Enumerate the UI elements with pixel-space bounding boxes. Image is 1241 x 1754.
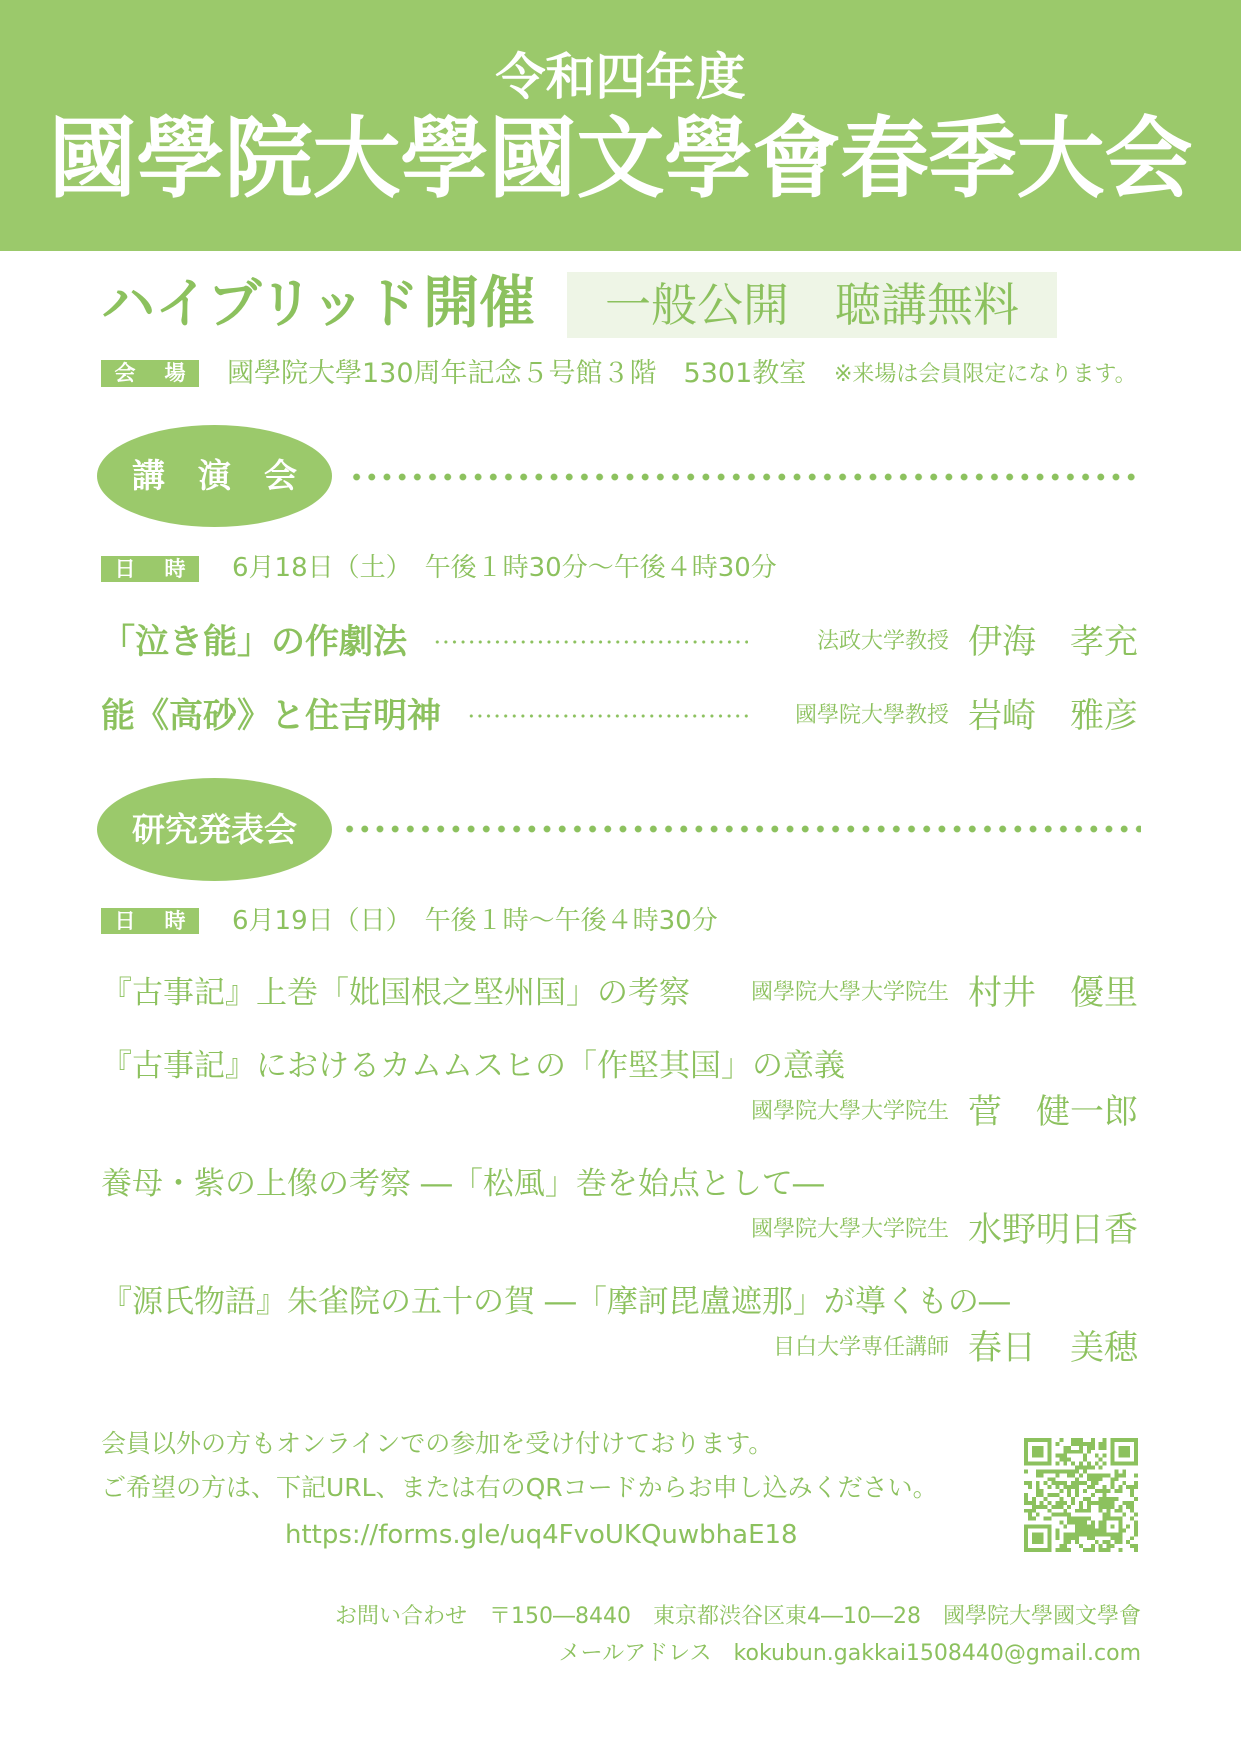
speaker-affiliation: 法政大学教授 <box>816 629 949 654</box>
contact-address-line <box>335 1602 1141 1632</box>
presentation-section-heading: 研究発表会 <box>97 778 332 881</box>
speaker-name: 伊海 孝充 <box>968 622 1138 662</box>
organization-name: 國學院大學國文學會 <box>942 1604 1141 1629</box>
lecture-date-tag: 日 時 <box>101 556 199 582</box>
qr-code-icon <box>1024 1438 1138 1552</box>
admission-badge: 一般公開 聴講無料 <box>567 272 1057 338</box>
speaker-name: 岩崎 雅彦 <box>968 696 1138 736</box>
lecture-section-divider <box>349 472 1141 482</box>
online-notice: 会員以外の方もオンラインでの参加を受け付けております。 <box>101 1429 774 1458</box>
presenter-name: 菅 健一郎 <box>968 1092 1138 1132</box>
presenter-name: 春日 美穂 <box>968 1328 1138 1368</box>
presenter-affiliation: 目白大学専任講師 <box>772 1335 949 1360</box>
leader-dots <box>467 713 748 719</box>
contact-email-line <box>559 1639 1141 1669</box>
lecture-byline <box>817 622 1138 662</box>
fiscal-year: 令和四年度 <box>495 48 746 106</box>
presenter-affiliation: 國學院大學大学院生 <box>750 1217 949 1242</box>
lecture-section-heading: 講 演 会 <box>97 425 332 527</box>
hybrid-label: ハイブリッド <box>101 272 420 335</box>
street-address: 東京都渋谷区東4―10―28 <box>652 1604 921 1629</box>
speaker-affiliation: 國學院大學教授 <box>794 703 949 728</box>
presentation-title: 養母・紫の上像の考察 ―「松風」巻を始点として― <box>101 1166 824 1202</box>
leader-dots <box>433 639 748 645</box>
venue-place: 國學院大學130周年記念５号館３階 5301教室 <box>227 358 807 389</box>
contact-label: お問い合わせ <box>334 1604 467 1629</box>
email-label: メールアドレス <box>558 1641 712 1666</box>
presentation-title: 『源氏物語』朱雀院の五十の賀 ―「摩訶毘盧遮那」が導くもの― <box>101 1284 1010 1320</box>
venue-tag: 会 場 <box>101 360 199 387</box>
postal-code: 〒150―8440 <box>489 1604 631 1629</box>
presenter-affiliation: 國學院大學大学院生 <box>750 980 949 1005</box>
presenter-name: 水野明日香 <box>968 1210 1138 1250</box>
lecture-title: 能《高砂》と住吉明神 <box>101 696 441 736</box>
qr-code-graphic <box>1024 1438 1138 1552</box>
presentation-title: 『古事記』におけるカムムスヒの「作堅其国」の意義 <box>101 1048 845 1084</box>
lecture-byline <box>795 696 1138 736</box>
header-band <box>0 0 1241 251</box>
presenter-name: 村井 優里 <box>968 973 1138 1013</box>
presentation-date: 6月19日（日） 午後１時～午後４時30分 <box>232 906 718 936</box>
email-address-link[interactable]: kokubun.gakkai1508440@gmail.com <box>733 1641 1141 1666</box>
presentation-title: 『古事記』上巻「妣国根之堅州国」の考察 <box>101 975 690 1011</box>
hybrid-heading <box>101 272 535 336</box>
held-label: 開催 <box>423 271 536 336</box>
presentation-byline <box>751 1092 1138 1132</box>
lecture-date: 6月18日（土） 午後１時30分～午後４時30分 <box>232 553 777 583</box>
online-instructions: ご希望の方は、下記URL、または右のQRコードからお申し込みください。 <box>101 1473 938 1502</box>
registration-url-link[interactable]: https://forms.gle/uq4FvoUKQuwbhaE18 <box>285 1520 798 1550</box>
presentation-date-tag: 日 時 <box>101 908 199 934</box>
qr-code-modules <box>1024 1438 1138 1552</box>
venue-note: ※来場は会員限定になります。 <box>834 362 1137 387</box>
presentation-byline <box>751 973 1138 1013</box>
presentation-byline <box>773 1328 1138 1368</box>
event-title: 國學院大學國文學會春季大会 <box>48 107 1193 210</box>
lecture-title: 「泣き能」の作劇法 <box>101 622 407 662</box>
presentation-byline <box>751 1210 1138 1250</box>
lecture-title-row <box>101 696 748 736</box>
presentation-section-divider <box>342 824 1141 834</box>
lecture-title-row <box>101 622 748 662</box>
presenter-affiliation: 國學院大學大学院生 <box>750 1099 949 1124</box>
